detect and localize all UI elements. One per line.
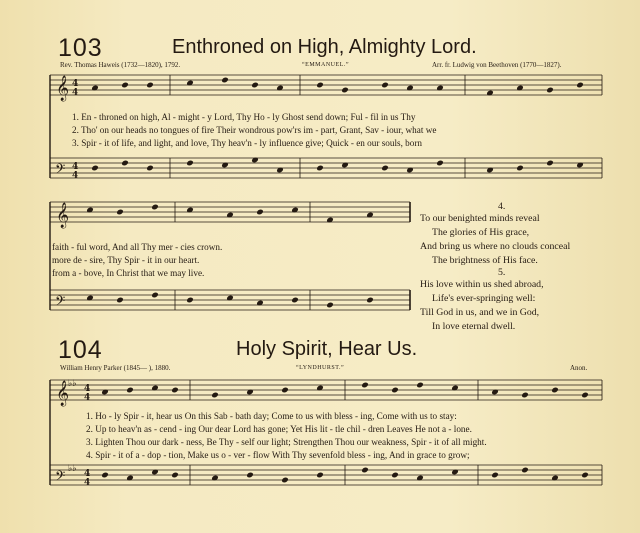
stanza-4-line-4: The brightness of His face. bbox=[432, 255, 538, 266]
hymn-104-title: Holy Spirit, Hear Us. bbox=[236, 338, 418, 360]
svg-text:𝄢: 𝄢 bbox=[55, 293, 66, 312]
stanza-5-number: 5. bbox=[498, 267, 506, 278]
hymn-104-tune: “LYNDHURST.” bbox=[296, 365, 345, 371]
hymn-104-composer: Anon. bbox=[570, 364, 588, 372]
svg-text:♭♭: ♭♭ bbox=[68, 464, 77, 474]
svg-text:𝄢: 𝄢 bbox=[55, 161, 66, 180]
hymn-103-tune: “EMMANUEL.” bbox=[302, 62, 349, 68]
hymn-104-number: 104 bbox=[58, 336, 103, 364]
svg-text:4: 4 bbox=[84, 393, 91, 403]
svg-text:4: 4 bbox=[72, 88, 79, 98]
hymn-104-line-2: 2. Up to heav'n as - cend - ing Our dear Lord has gone; Yet His lit - tle chil - dren Leaves He not a - lone. bbox=[86, 424, 472, 434]
svg-text:4: 4 bbox=[84, 384, 91, 394]
hymn-103-line-3: 3. Spir - it of life, and light, and love, Thy heav'n - ly influence give; Quick - en our souls, born bbox=[72, 138, 423, 148]
stanza-4-number: 4. bbox=[498, 201, 506, 212]
stanza-5-line-3: Till God in us, and we in God, bbox=[420, 307, 540, 318]
svg-text:4: 4 bbox=[72, 79, 79, 89]
hymn-103-line-2b: more de - sire, Thy Spir - it in our heart. bbox=[52, 255, 200, 265]
svg-text:𝄞: 𝄞 bbox=[56, 381, 70, 406]
svg-text:4: 4 bbox=[84, 478, 91, 488]
stanza-5-line-1: His love within us shed abroad, bbox=[420, 279, 544, 290]
svg-text:♭♭: ♭♭ bbox=[68, 379, 77, 389]
svg-text:4: 4 bbox=[72, 162, 79, 172]
hymn-104-line-4: 4. Spir - it of a - dop - tion, Make us o - ver - flow With Thy sevenfold bless - ing, And in grace to grow; bbox=[86, 450, 470, 460]
hymn-103-line-1: 1. En - throned on high, Al - might - y Lord, Thy Ho - ly Ghost send down; Ful - fil in us Thy bbox=[72, 112, 416, 122]
svg-text:𝄞: 𝄞 bbox=[56, 203, 70, 228]
svg-text:4: 4 bbox=[72, 171, 79, 181]
svg-text:4: 4 bbox=[84, 469, 91, 479]
stanza-4-line-3: And bring us where no clouds conceal bbox=[420, 241, 571, 252]
hymn-103-line-3b: from a - bove, In Christ that we may live. bbox=[52, 268, 205, 278]
stanza-5-line-4: In love eternal dwell. bbox=[432, 321, 516, 332]
hymn-104-line-1: 1. Ho - ly Spir - it, hear us On this Sab - bath day; Come to us with bless - ing, Come with us to stay: bbox=[86, 411, 457, 421]
hymn-103-author: Rev. Thomas Haweis (1732—1820), 1792. bbox=[60, 61, 181, 69]
stanza-5-line-2: Life's ever-springing well: bbox=[432, 293, 536, 304]
stanza-4-line-1: To our benighted minds reveal bbox=[420, 213, 540, 224]
hymn-103-title: Enthroned on High, Almighty Lord. bbox=[172, 36, 477, 58]
hymn-103-line-1b: faith - ful word, And all Thy mer - cies crown. bbox=[52, 242, 223, 252]
hymn-104-author: William Henry Parker (1845— ), 1880. bbox=[60, 364, 171, 372]
svg-text:𝄞: 𝄞 bbox=[56, 76, 70, 101]
hymn-103-line-2: 2. Tho' on our heads no tongues of fire Their wondrous pow'rs im - part, Grant, Sav - iour, what we bbox=[72, 125, 437, 135]
hymn-103-number: 103 bbox=[58, 34, 103, 62]
hymn-103-composer: Arr. fr. Ludwig von Beethoven (1770—1827). bbox=[432, 61, 562, 69]
svg-text:𝄢: 𝄢 bbox=[55, 468, 66, 487]
stanza-4-line-2: The glories of His grace, bbox=[432, 227, 530, 238]
hymn-104-line-3: 3. Lighten Thou our dark - ness, Be Thy - self our light; Strengthen Thou our weakness, Spir - it of all might. bbox=[86, 437, 487, 447]
